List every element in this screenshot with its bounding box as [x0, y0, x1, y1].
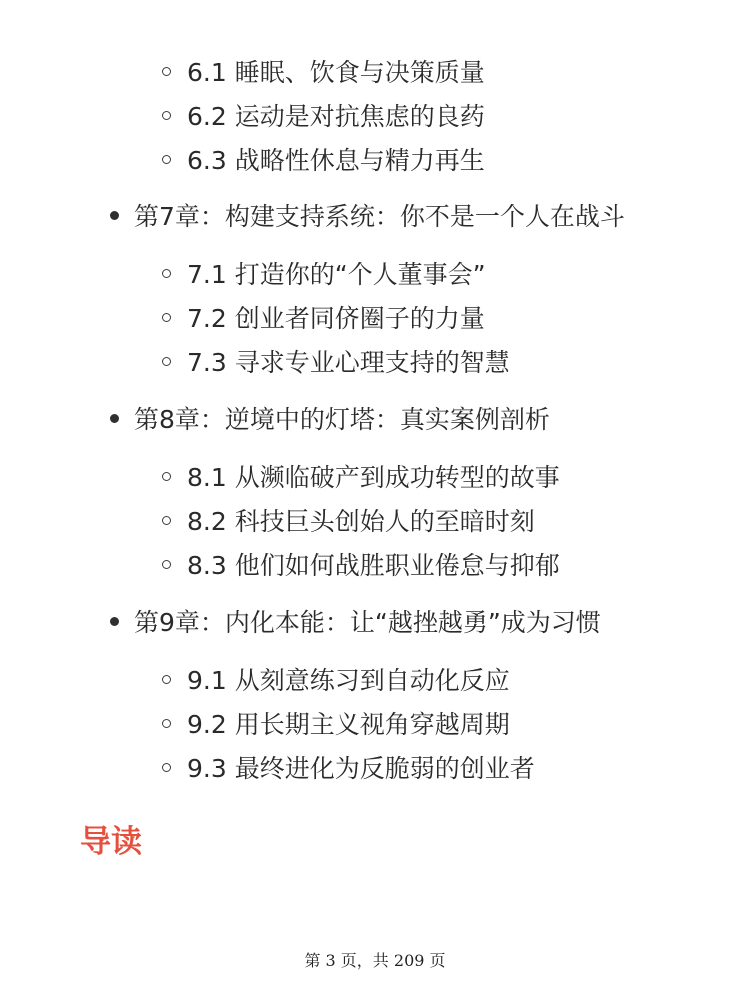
toc-chapter-9[interactable]	[110, 603, 601, 639]
toc-chapter-label: 第7章：构建支持系统：你不是一个人在战斗	[134, 202, 625, 231]
bullet-icon	[110, 211, 119, 220]
toc-item-label: 6.1 睡眠、饮食与决策质量	[187, 58, 485, 87]
toc-item-label: 6.2 运动是对抗焦虑的良药	[187, 102, 485, 131]
hollow-bullet-icon	[162, 472, 171, 481]
toc-chapter-label: 第8章：逆境中的灯塔：真实案例剖析	[134, 405, 550, 434]
toc-chapter-7[interactable]	[110, 197, 625, 233]
bullet-icon	[110, 617, 119, 626]
toc-item-label: 7.1 打造你的“个人董事会”	[187, 260, 486, 289]
toc-item-label: 9.2 用长期主义视角穿越周期	[187, 710, 510, 739]
hollow-bullet-icon	[162, 560, 171, 569]
toc-item-label: 6.3 战略性休息与精力再生	[187, 146, 485, 175]
hollow-bullet-icon	[162, 763, 171, 772]
toc-item-7-1[interactable]	[162, 255, 486, 291]
section-heading: 导读	[80, 823, 142, 860]
toc-item-6-2[interactable]	[162, 97, 485, 133]
toc-item-label: 7.2 创业者同侪圈子的力量	[187, 304, 485, 333]
hollow-bullet-icon	[162, 155, 171, 164]
toc-item-label: 8.2 科技巨头创始人的至暗时刻	[187, 507, 535, 536]
hollow-bullet-icon	[162, 313, 171, 322]
hollow-bullet-icon	[162, 719, 171, 728]
toc-item-8-2[interactable]	[162, 502, 535, 538]
toc-item-label: 7.3 寻求专业心理支持的智慧	[187, 348, 510, 377]
toc-chapter-8[interactable]	[110, 400, 550, 436]
hollow-bullet-icon	[162, 111, 171, 120]
toc-item-label: 9.1 从刻意练习到自动化反应	[187, 666, 510, 695]
toc-item-label: 8.1 从濒临破产到成功转型的故事	[187, 463, 560, 492]
toc-item-8-1[interactable]	[162, 458, 560, 494]
hollow-bullet-icon	[162, 67, 171, 76]
toc-item-6-3[interactable]	[162, 141, 485, 177]
toc-item-9-1[interactable]	[162, 661, 510, 697]
bullet-icon	[110, 414, 119, 423]
page-footer: 第 3 页，共 209 页	[304, 951, 446, 970]
hollow-bullet-icon	[162, 516, 171, 525]
toc-item-label: 9.3 最终进化为反脆弱的创业者	[187, 754, 535, 783]
toc-item-label: 8.3 他们如何战胜职业倦怠与抑郁	[187, 551, 560, 580]
hollow-bullet-icon	[162, 269, 171, 278]
toc-item-7-2[interactable]	[162, 299, 485, 335]
toc-item-7-3[interactable]	[162, 343, 510, 379]
toc-item-9-2[interactable]	[162, 705, 510, 741]
toc-item-9-3[interactable]	[162, 749, 535, 785]
hollow-bullet-icon	[162, 357, 171, 366]
hollow-bullet-icon	[162, 675, 171, 684]
toc-chapter-label: 第9章：内化本能：让“越挫越勇”成为习惯	[134, 608, 601, 637]
toc-item-8-3[interactable]	[162, 546, 560, 582]
toc-item-6-1[interactable]	[162, 53, 485, 89]
